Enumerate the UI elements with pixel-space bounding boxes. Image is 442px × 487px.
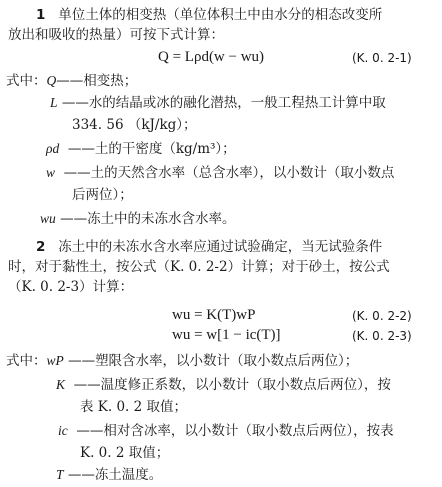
definition-item [50, 94, 386, 112]
def-text: ——冻土中的未冻水含水率。 [60, 211, 236, 227]
section1-lead-line2: 放出和吸收的热量）可按下式计算： [8, 27, 224, 43]
section2-lead-line3: （K. 0. 2-3）计算： [8, 279, 134, 295]
definition-item [56, 466, 162, 484]
def-text: ——相对含冰率，以小数计（取小数点后两位），按表 [76, 423, 394, 439]
equation-number-k023: (K. 0. 2-3) [352, 329, 412, 343]
definition-continuation: 334. 56 （kJ/kg）； [72, 117, 197, 133]
def-text: ——土的天然含水率（总含水率），以小数计（取小数点 [63, 165, 395, 181]
definition-continuation: K. 0. 2 取值； [80, 445, 170, 461]
def-text: ——水的结晶或冰的融化潜热，一般工程热工计算中取 [61, 95, 386, 111]
def-text: ——冻土温度。 [67, 467, 163, 483]
def-text: ——相变热； [56, 73, 138, 89]
section2-lead-line2: 时，对于黏性土，按公式（K. 0. 2-2）计算；对于砂土，按公式 [8, 259, 390, 275]
equation-number-k022: (K. 0. 2-2) [352, 309, 412, 323]
where-label-2: 式中：wP ——塑限含水率，以小数计（取小数点后两位）； [6, 353, 359, 369]
def-text: ——塑限含水率，以小数计（取小数点后两位）； [68, 353, 359, 369]
equation-k023: wu = w[1 − ic(T)] [172, 327, 281, 343]
equation-k022: wu = K(T)wP [172, 307, 256, 323]
definition-item [40, 210, 236, 228]
definition-item [46, 140, 236, 158]
definition-item [56, 376, 391, 394]
def-symbol: wu [40, 211, 56, 226]
section2-number: 2 [36, 239, 46, 255]
equation-number-k021: (K. 0. 2-1) [352, 51, 412, 65]
def-symbol: w [46, 165, 56, 180]
equation-k021: Q = Lρd(w − wu) [158, 49, 265, 65]
definition-item [46, 164, 394, 182]
section2-lead-line1: 2 冻土中的未冻水含水率应通过试验确定，当无试验条件 [36, 239, 383, 255]
definition-continuation: 后两位）； [72, 187, 133, 203]
def-symbol: L [50, 95, 58, 110]
def-symbol: Q [46, 73, 57, 88]
def-text: ——土的干密度（kg/m³）； [67, 141, 236, 157]
def-symbol: K [56, 377, 66, 392]
def-symbol: wP [46, 353, 64, 368]
section1-lead-line1: 1 单位土体的相变热（单位体积土中由水分的相态改变所 [36, 7, 383, 23]
def-symbol: ρd [46, 141, 60, 156]
definition-item [58, 422, 394, 440]
def-symbol: ic [58, 423, 68, 438]
def-symbol: T [56, 467, 64, 482]
definition-continuation: 表 K. 0. 2 取值； [80, 399, 188, 415]
where-label-1: 式中：Q——相变热； [6, 73, 138, 89]
section1-number: 1 [36, 7, 46, 23]
def-text: ——温度修正系数，以小数计（取小数点后两位），按 [73, 377, 391, 393]
